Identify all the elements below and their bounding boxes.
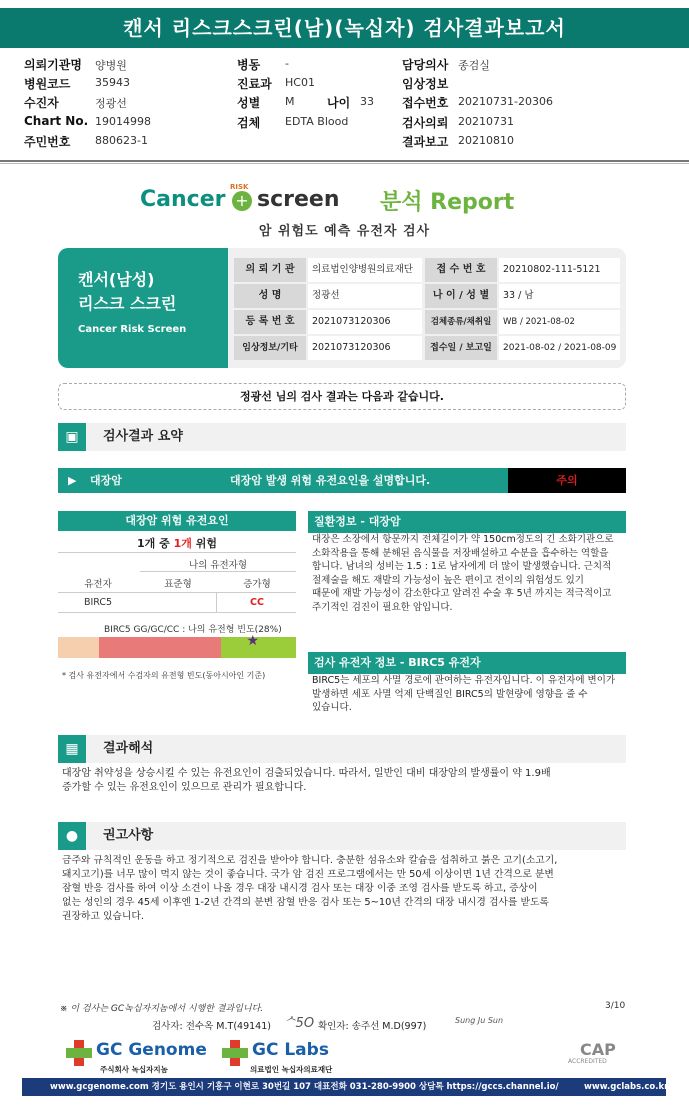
my-genotype-label: 나의 유전자형 <box>188 560 248 571</box>
section-title: 권고사항 <box>103 828 154 843</box>
panel-label: 임상정보/기타 <box>234 336 306 360</box>
gene-info-header: 검사 유전자 정보 - BIRC5 유전자 <box>308 652 626 674</box>
calculator-icon: ▦ <box>58 735 86 763</box>
text-line: 잠혈 반응 검사를 하여 이상 소견이 나올 경우 대장 내시경 검사 또는 대장 이중 조영 검사를 받도록 하고, 증상이 <box>62 883 538 894</box>
panel-value: 정광선 <box>308 284 422 308</box>
organ-label: 대장암 <box>90 474 122 487</box>
gc-labs-cross-icon <box>220 1038 250 1068</box>
meta-value: - <box>285 57 289 70</box>
text-line: 발생하면 세포 사멸 억제 단백질인 BIRC5의 발현량에 영향을 줄 수 <box>312 688 588 700</box>
meta-value: 20210731-20306 <box>458 95 553 108</box>
panel-value: 2021073120306 <box>308 310 422 334</box>
section-title: 검사결과 요약 <box>103 429 183 444</box>
confirmer: 확인자: 송주선 M.D(997) <box>318 1021 427 1032</box>
divider <box>216 592 217 612</box>
divider <box>140 571 296 572</box>
logo-subtitle: 암 위험도 예측 유전자 검사 <box>258 224 431 239</box>
panel-title-en: Cancer Risk Screen <box>78 324 187 335</box>
examiner: 검사자: 전수옥 M.T(49141) <box>152 1021 271 1032</box>
panel-value: 33 / 남 <box>499 284 620 308</box>
text-line: BIRC5는 세포의 사멸 경로에 관여하는 유전자입니다. 이 유전자에 변이가 <box>312 675 616 686</box>
cap-accredited: ACCREDITED <box>568 1058 607 1065</box>
meta-value: 양병원 <box>95 59 127 72</box>
confirmer-signature: Sung Ju Sun <box>455 1016 504 1025</box>
meta-label: 의뢰기관명 <box>24 58 82 72</box>
risk-count-post: 위험 <box>191 537 217 550</box>
panel-label: 의 뢰 기 관 <box>234 258 306 282</box>
text-line: 때문에 재발 가능성이 감소한다고 알려진 수술 후 5년 까지는 적극적이고 <box>312 588 612 599</box>
divider <box>58 552 296 553</box>
risk-count-pre: 1개 중 <box>137 537 174 550</box>
status-badge: 주의 <box>508 468 626 493</box>
logo-screen: screen <box>257 187 340 212</box>
logo-cancer: Cancer <box>140 187 226 212</box>
panel-value: 2021073120306 <box>308 336 422 360</box>
meta-value: 정광선 <box>95 97 127 110</box>
meta-label: 결과보고 <box>402 135 449 149</box>
meta-value: 20210810 <box>458 134 514 147</box>
panel-label: 등 록 번 호 <box>234 310 306 334</box>
text-line: 소화작용을 통해 분해된 음식물을 저장배설하고 수분을 흡수하는 역할을 <box>312 547 609 559</box>
meta-label: 검체 <box>237 116 261 130</box>
meta-label: 접수번호 <box>402 96 449 110</box>
meta-value: 20210731 <box>458 115 514 128</box>
disease-info-text <box>312 533 630 614</box>
freq-segment-gg <box>58 637 99 658</box>
logo-report: 분석 Report <box>380 190 515 215</box>
gc-genome-logo: GC Genome <box>96 1040 207 1060</box>
gene-name: BIRC5 <box>83 597 113 608</box>
gc-labs-logo: GC Labs <box>252 1040 329 1060</box>
meta-label: 담당의사 <box>402 58 449 72</box>
meta-label: 검사의뢰 <box>402 116 449 130</box>
meta-value: 19014998 <box>95 115 151 128</box>
text-line: 대장암 취약성을 상승시킬 수 있는 유전요인이 검출되었습니다. 따라서, 일반인 대비 대장암의 발생률이 약 1.9배 <box>62 768 551 779</box>
interpretation-text <box>62 767 642 795</box>
meta-label: 병원코드 <box>24 77 71 91</box>
logo-risk: RISK <box>230 183 249 191</box>
panel-label: 접 수 번 호 <box>425 258 497 282</box>
examiner-signature: ᄉ5O <box>283 1016 315 1031</box>
footer-note: ※ 이 검사는 GC녹십자지놈에서 시행한 결과입니다. <box>60 1004 264 1014</box>
meta-label: 임상정보 <box>402 77 449 91</box>
text-line: 주기적인 검진이 필요한 암입니다. <box>312 601 453 613</box>
frequency-bar <box>58 633 296 658</box>
text-line: 돼지고기)를 너무 많이 먹지 않는 것이 좋습니다. 국가 암 검진 프로그램에서는 만 50세 이상이면 1년 간격으로 분변 <box>62 869 554 880</box>
panel-value: WB / 2021-08-02 <box>499 310 620 334</box>
risk-count-red: 1개 <box>173 537 192 550</box>
band-text: 대장암 발생 위험 유전요인을 설명합니다. <box>230 474 431 487</box>
meta-value: M <box>285 95 295 108</box>
text-line: 대장은 소장에서 항문까지 전체길이가 약 150cm정도의 긴 소화기관으로 <box>312 534 614 545</box>
meta-value: 35943 <box>95 76 130 89</box>
gc-genome-sub: 주식회사 녹십자지놈 <box>100 1065 168 1074</box>
age-value: 33 <box>360 95 374 108</box>
gene-table-header: 대장암 위험 유전요인 <box>58 511 296 531</box>
meta-label: Chart No. <box>24 114 89 128</box>
text-line: 권장하고 있습니다. <box>62 911 144 922</box>
meta-label: 병동 <box>237 58 261 72</box>
page-number: 3/10 <box>605 1001 626 1011</box>
freq-note: * 검사 유전자에서 수검자의 유전형 빈도(동아시아인 기준) <box>62 671 266 680</box>
text-line: 증가할 수 있는 유전요인이 있으므로 관리가 필요합니다. <box>62 782 307 793</box>
meta-label: 수진자 <box>24 96 59 110</box>
meta-label: 성별 <box>237 96 261 110</box>
my-genotype-star-icon: ★ <box>246 633 260 649</box>
panel-label: 성 명 <box>234 284 306 308</box>
clipboard-icon: ▣ <box>58 423 86 451</box>
panel-title-1: 캔서(남성) <box>78 270 155 289</box>
cap-logo: CAP <box>580 1040 616 1059</box>
plus-icon: + <box>232 191 252 211</box>
section-title: 결과해석 <box>103 741 154 756</box>
col-standard: 표준형 <box>164 579 192 590</box>
panel-value: 2021-08-02 / 2021-08-09 <box>499 336 620 360</box>
text-line: 있습니다. <box>312 702 352 713</box>
gene-result: CC <box>250 597 264 608</box>
risk-count <box>58 535 296 551</box>
panel-value: 20210802-111-5121 <box>499 258 620 282</box>
panel-title-2: 리스크 스크린 <box>78 294 177 313</box>
freq-label: BIRC5 GG/GC/CC : 나의 유전형 빈도(28%) <box>104 625 282 635</box>
meta-value: 880623-1 <box>95 134 148 147</box>
panel-label: 나 이 / 성 별 <box>425 284 497 308</box>
gc-genome-cross-icon <box>64 1038 94 1068</box>
result-message: 정광선 님의 검사 결과는 다음과 같습니다. <box>58 383 626 410</box>
header-divider <box>0 160 689 164</box>
col-gene: 유전자 <box>84 579 112 590</box>
recommendation-text <box>62 854 642 924</box>
disease-info-header: 질환정보 - 대장암 <box>308 511 626 533</box>
person-icon: ● <box>58 822 86 850</box>
gc-labs-sub: 의료법인 녹십자의료재단 <box>250 1065 333 1074</box>
col-increased: 증가형 <box>243 579 271 590</box>
summary-section-header <box>58 423 626 451</box>
freq-segment-gc <box>99 637 221 658</box>
text-line: 합니다. 남녀의 성비는 1.5 : 1로 남자에게 더 많이 발생했습니다. 근치적 <box>312 561 612 572</box>
divider <box>58 612 296 613</box>
meta-value: HC01 <box>285 76 315 89</box>
interpretation-section-header <box>58 735 626 763</box>
panel-label: 접수일 / 보고일 <box>425 336 497 360</box>
meta-value: 종검실 <box>458 59 490 72</box>
meta-label: 진료과 <box>237 77 272 91</box>
gene-info-text <box>312 674 630 715</box>
text-line: 없는 성인의 경우 45세 이후엔 1-2년 간격의 분변 잠혈 반응 검사 또는 5~10년 간격의 대장 내시경 검사를 받도록 <box>62 897 549 908</box>
recommendation-section-header <box>58 822 626 850</box>
play-icon: ▶ <box>68 474 77 487</box>
text-line: 금주와 규칙적인 운동을 하고 정기적으로 검진을 받아야 합니다. 충분한 섬유소와 칼슘을 섭취하고 붉은 고기(소고기, <box>62 855 558 866</box>
meta-label: 주민번호 <box>24 135 71 149</box>
text-line: 절제술을 해도 재발의 가능성이 높은 편이고 전이의 위험성도 있기 <box>312 574 584 586</box>
footer-link: www.gclabs.co.kr <box>584 1082 669 1092</box>
footer-bar <box>22 1078 669 1096</box>
footer-contact: www.gcgenome.com 경기도 용인시 기흥구 이현로 30번길 107 대표전화 031-280-9900 상담톡 https://gccs.channel.io/ <box>50 1082 559 1092</box>
panel-value: 의료법인양병원의료재단 <box>308 258 422 282</box>
age-label: 나이 <box>327 96 351 110</box>
panel-label: 검체종류/채취일 <box>425 310 497 334</box>
meta-value: EDTA Blood <box>285 115 349 128</box>
divider <box>58 592 296 593</box>
report-title: 캔서 리스크스크린(남)(녹십자) 검사결과보고서 <box>0 8 689 48</box>
cancer-risk-screen-logo <box>140 183 560 217</box>
